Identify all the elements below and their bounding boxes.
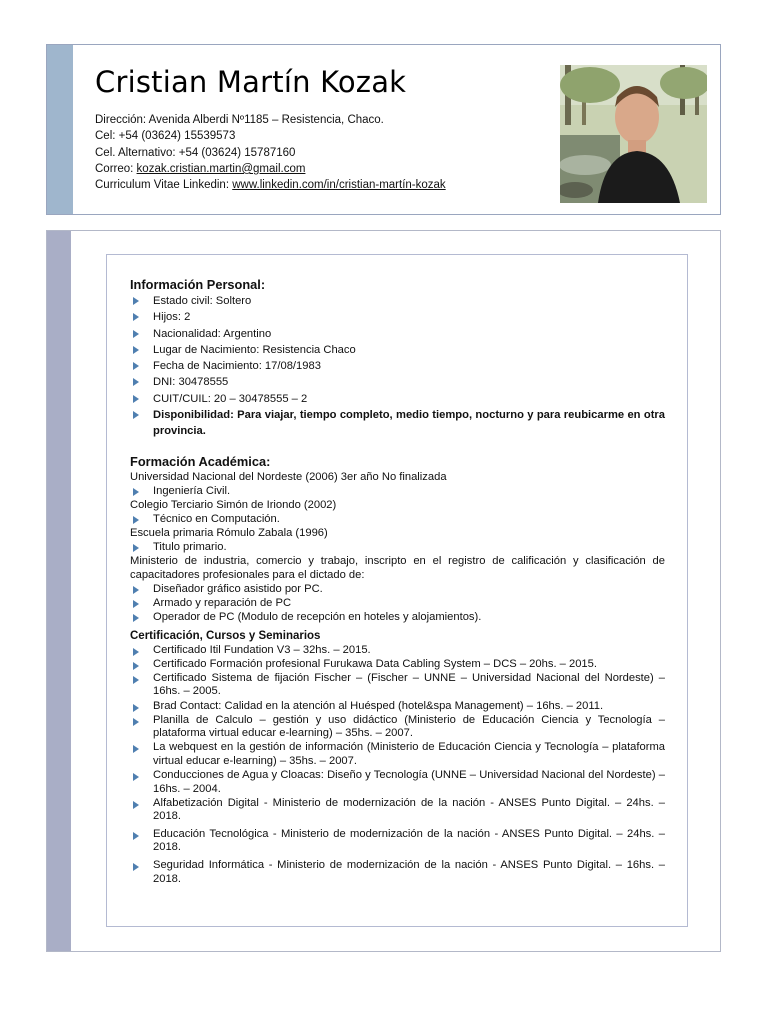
- list-item: Nacionalidad: Argentino: [130, 326, 665, 342]
- linkedin-label: Curriculum Vitae Linkedin:: [95, 179, 233, 192]
- bullet-icon: [133, 395, 139, 403]
- content-box: [106, 254, 688, 927]
- list-item: Conducciones de Agua y Cloacas: Diseño y Tecnología (UNNE – Universidad Nacional del Nordeste) – 16hs. – 2004.: [130, 769, 665, 796]
- availability-item: Disponibilidad: Para viajar, tiempo completo, medio tiempo, nocturno y para reubicarme en otra provincia.: [130, 407, 665, 440]
- bullet-icon: [133, 516, 139, 524]
- list-item: Ingeniería Civil.: [130, 484, 665, 498]
- body-accent-bar: [47, 231, 71, 951]
- bullet-icon: [133, 718, 139, 726]
- bullet-icon: [133, 704, 139, 712]
- list-item: La webquest en la gestión de información (Ministerio de Educación Ciencia y Tecnología – plataforma virtual educar e-learning) – 35hs. – 2007.: [130, 741, 665, 768]
- list-item: Hijos: 2: [130, 309, 665, 325]
- bullet-icon: [133, 362, 139, 370]
- bullet-icon: [133, 648, 139, 656]
- bullet-icon: [133, 832, 139, 840]
- certifications-heading: Certificación, Cursos y Seminarios: [130, 629, 321, 642]
- bullet-icon: [133, 297, 139, 305]
- header-card: [46, 44, 721, 215]
- list-item: Educación Tecnológica - Ministerio de modernización de la nación - ANSES Punto Digital. – 24hs. – 2018.: [130, 828, 665, 855]
- college: Colegio Terciario Simón de Iriondo (2002): [130, 498, 337, 511]
- bullet-icon: [133, 662, 139, 670]
- list-item: CUIT/CUIL: 20 – 30478555 – 2: [130, 391, 665, 407]
- section-spacer: [130, 440, 665, 454]
- contact-block: [95, 112, 446, 193]
- bullet-icon: [133, 614, 139, 622]
- university: Universidad Nacional del Nordeste (2006) 3er año No finalizada: [130, 470, 447, 483]
- email-line: [95, 161, 446, 177]
- education-heading: Formación Académica:: [130, 453, 271, 469]
- personal-info-list: [130, 293, 665, 440]
- email-link[interactable]: kozak.cristian.martin@gmail.com: [136, 162, 306, 175]
- list-item: Lugar de Nacimiento: Resistencia Chaco: [130, 342, 665, 358]
- profile-photo: [560, 65, 707, 203]
- phone: Cel: +54 (03624) 15539573: [95, 130, 236, 143]
- list-item: Titulo primario.: [130, 540, 665, 554]
- bullet-icon: [133, 378, 139, 386]
- bullet-icon: [133, 586, 139, 594]
- list-item: Técnico en Computación.: [130, 512, 665, 526]
- header-accent-bar: [47, 45, 73, 214]
- bullet-icon: [133, 544, 139, 552]
- personal-info-heading: Información Personal:: [130, 277, 266, 292]
- email-label: Correo:: [95, 162, 137, 175]
- bullet-icon: [133, 863, 139, 871]
- list-item: Seguridad Informática - Ministerio de modernización de la nación - ANSES Punto Digital. – 16hs. – 2018.: [130, 859, 665, 886]
- body-card: [46, 230, 721, 952]
- bullet-icon: [133, 488, 139, 496]
- list-item: Estado civil: Soltero: [130, 293, 665, 309]
- list-item: Fecha de Nacimiento: 17/08/1983: [130, 358, 665, 374]
- address: Dirección: Avenida Alberdi Nº1185 – Resistencia, Chaco.: [95, 114, 384, 126]
- linkedin-line: [95, 177, 446, 193]
- bullet-icon: [133, 600, 139, 608]
- list-item: Planilla de Calculo – gestión y uso didáctico (Ministerio de Educación Ciencia y Tecnología – plataforma virtual educar e-learning) – 35hs. – 2007.: [130, 714, 665, 741]
- bullet-icon: [133, 676, 139, 684]
- certifications-list: [130, 644, 665, 887]
- list-item: Diseñador gráfico asistido por PC.: [130, 582, 665, 596]
- list-item: DNI: 30478555: [130, 374, 665, 390]
- linkedin-link[interactable]: www.linkedin.com/in/cristian-martín-kozak: [232, 179, 446, 192]
- list-item: Certificado Itil Fundation V3 – 32hs. – 2015.: [130, 644, 665, 658]
- list-item: Certificado Formación profesional Furukawa Data Cabling System – DCS – 20hs. – 2015.: [130, 658, 665, 672]
- ministry-registration: Ministerio de industria, comercio y trabajo, inscripto en el registro de calificación y clasificación de capacitadores profesionales para el dictado de:: [130, 554, 665, 581]
- education-block: [130, 470, 665, 624]
- bullet-icon: [133, 346, 139, 354]
- bullet-icon: [133, 745, 139, 753]
- alt-phone: Cel. Alternativo: +54 (03624) 15787160: [95, 146, 296, 159]
- list-item: Brad Contact: Calidad en la atención al Huésped (hotel&spa Management) – 16hs. – 2011.: [130, 700, 665, 714]
- resume-content: [130, 277, 665, 887]
- primary-school: Escuela primaria Rómulo Zabala (1996): [130, 526, 328, 539]
- list-item: Certificado Sistema de fijación Fischer – (Fischer – UNNE – Universidad Nacional del Nordeste) – 16hs. – 2005.: [130, 672, 665, 699]
- bullet-icon: [133, 801, 139, 809]
- candidate-name: Cristian Martín Kozak: [95, 65, 407, 99]
- list-item: Armado y reparación de PC: [130, 596, 665, 610]
- list-item: Operador de PC (Modulo de recepción en hoteles y alojamientos).: [130, 610, 665, 624]
- bullet-icon: [133, 313, 139, 321]
- list-item: Alfabetización Digital - Ministerio de modernización de la nación - ANSES Punto Digital. – 24hs. – 2018.: [130, 797, 665, 824]
- bullet-icon: [133, 773, 139, 781]
- bullet-icon: [133, 411, 139, 419]
- bullet-icon: [133, 330, 139, 338]
